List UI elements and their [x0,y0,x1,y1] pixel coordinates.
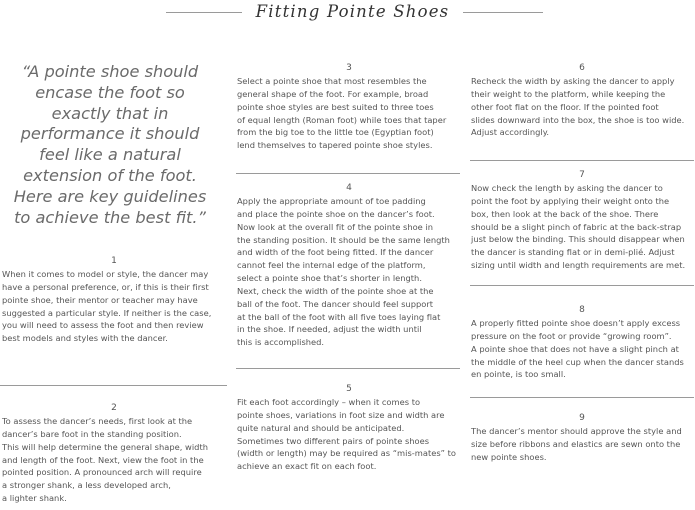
text-line: pointe shoe, their mentor or teacher may have [2,294,198,305]
text-line: lend themselves to tapered pointe shoe styles. [237,140,433,151]
text-line: and length of the foot. Next, view the foot in the [2,454,204,465]
text-line: general shape of the foot. For example, broad [237,88,429,99]
text-line: suggested a particular style. If neither is the case, [2,307,212,318]
text-line: Adjust accordingly. [471,127,550,138]
quote-line: Here are key guidelines [13,186,207,206]
title-bar [0,0,695,26]
title-rule-left [166,12,242,13]
text-line: the standing position. It should be the same length [237,234,450,245]
step-number: 3 [346,63,352,73]
divider [470,285,694,286]
text-line: size before ribbons and elastics are sewn onto the [471,438,681,449]
text-line: Next, check the width of the pointe shoe at the [237,285,434,296]
text-line: en pointe, is too small. [471,369,566,380]
text-line: pointe shoe styles are best suited to three toes [237,101,434,112]
text-line: of equal length (Roman foot) while toes that taper [237,114,447,125]
text-line: best models and styles with the dancer. [2,333,168,344]
text-line: and width of the foot being fitted. If the dancer [237,247,434,258]
step-number: 8 [579,305,585,315]
quote-line: encase the foot so [35,82,185,102]
text-line: just below the binding. This should disappear when [471,234,685,245]
divider [236,368,460,369]
text-line: A properly fitted pointe shoe doesn’t apply excess [471,318,681,328]
text-line: box, then look at the back of the shoe. There [471,208,659,219]
text-line: new pointe shoes. [471,451,547,462]
text-line: the middle of the heel cup when the dancer stands [471,356,684,367]
text-line: at the ball of the foot with all five toes laying flat [237,311,441,322]
text-line: This will help determine the general shape, width [2,441,208,452]
text-line: the dancer is standing flat or in demi-plié. Adjust [471,247,675,258]
step-1 [2,255,226,345]
step-2 [2,402,226,505]
step-text [471,75,693,139]
step-number: 2 [111,403,117,413]
divider [0,385,227,386]
step-text [471,425,693,464]
text-line: Now check the length by asking the dancer to [471,183,663,193]
step-text [471,317,693,381]
divider [470,160,694,161]
text-line: have a personal preference, or, if this is their first [2,281,209,292]
text-line: a lighter shank. [2,493,67,504]
text-line: achieve an exact fit on each foot. [237,461,377,472]
text-line: their weight to the platform, while keeping the [471,88,666,99]
step-text [237,75,461,152]
text-line: Now look at the overall fit of the pointe shoe in [237,221,434,232]
step-number: 1 [111,256,117,266]
text-line: and place the pointe shoe on the dancer’s foot. [237,208,435,219]
step-text [237,195,461,349]
text-line: cannot feel the internal edge of the platform, [237,260,426,271]
quote-line: feel like a natural [39,145,181,165]
text-line: pointe shoes, variations in foot size and width are [237,409,445,420]
text-line: from the big toe to the little toe (Egyptian foot) [237,127,434,138]
divider [470,397,694,398]
text-line: select a pointe shoe that’s shorter in length. [237,273,422,284]
step-text [471,182,693,272]
text-line: ball of the foot. The dancer should feel support [237,298,434,309]
text-line: point the foot by applying their weight onto the [471,195,670,206]
text-line: Sometimes two different pairs of pointe shoes [237,435,430,446]
text-line: The dancer’s mentor should approve the style and [471,426,682,436]
text-line: this is accomplished. [237,337,325,348]
text-line: slides downward into the box, the shoe is too wide. [471,114,685,125]
text-line: other foot flat on the floor. If the pointed foot [471,101,659,112]
quote-line: to achieve the best fit.” [14,207,206,227]
step-7 [471,169,693,272]
text-line: should be a slight pinch of fabric at the back-strap [471,221,682,232]
step-8 [471,304,693,381]
quote-line: “A pointe shoe should [21,62,199,81]
text-line: Apply the appropriate amount of toe padding [237,196,426,206]
step-text [2,268,226,345]
step-number: 5 [346,384,352,394]
step-4 [237,182,461,349]
step-number: 7 [579,170,585,180]
pull-quote [2,62,218,228]
title-rule-right [463,12,543,13]
step-text [237,396,461,473]
step-6 [471,62,693,139]
step-number: 6 [579,63,585,73]
text-line: (width or length) may be required as “mis-mates” to [237,448,456,459]
text-line: pressure on the foot or provide “growing room”. [471,330,672,341]
text-line: sizing until width and length requirements are met. [471,260,686,271]
step-number: 4 [346,183,352,193]
quote-line: extension of the foot. [23,165,197,185]
text-line: Select a pointe shoe that most resembles the [237,76,427,86]
divider [236,173,460,174]
text-line: pointed position. A pronounced arch will require [2,467,202,478]
text-line: you will need to assess the foot and then review [2,320,204,331]
text-line: Recheck the width by asking the dancer to apply [471,76,675,86]
step-5 [237,383,461,473]
quote-line: exactly that in [51,103,169,123]
text-line: When it comes to model or style, the dancer may [2,269,209,279]
text-line: quite natural and should be anticipated. [237,422,405,433]
step-number: 9 [579,413,585,423]
text-line: To assess the dancer’s needs, first look at the [2,416,193,426]
page-title: Fitting Pointe Shoes [255,2,450,21]
text-line: A pointe shoe that does not have a slight pinch at [471,343,679,354]
step-9 [471,412,693,464]
text-line: in the shoe. If needed, adjust the width until [237,324,422,335]
text-line: a stronger shank, a less developed arch, [2,480,171,491]
text-line: dancer’s bare foot in the standing position. [2,428,182,439]
step-text [2,415,226,505]
quote-line: performance it should [20,124,200,144]
text-line: Fit each foot accordingly – when it comes to [237,397,421,407]
step-3 [237,62,461,152]
